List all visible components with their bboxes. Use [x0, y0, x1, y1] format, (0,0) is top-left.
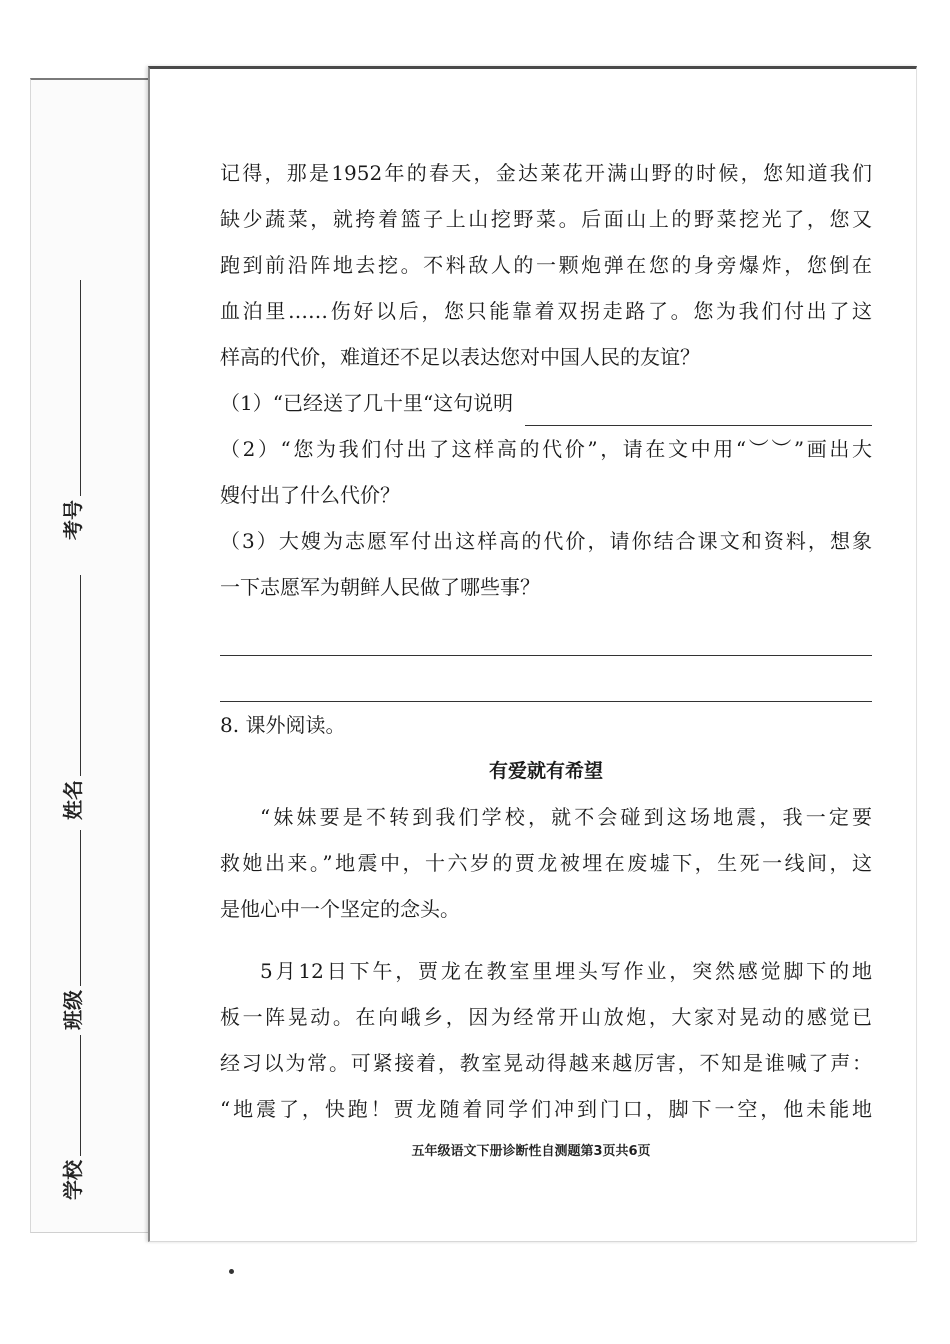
article-line: 板一阵晃动。在向峨乡，因为经常开山放炮，大家对晃动的感觉已 [220, 1005, 872, 1029]
question-3-line: 一下志愿军为朝鲜人民做了哪些事？ [220, 575, 540, 599]
scan-speck [229, 1269, 234, 1274]
class-line [62, 830, 81, 986]
question-1 [220, 380, 872, 426]
article-line: “地震了，快跑！贾龙随着同学们冲到门口，脚下一空，他未能地 [220, 1097, 872, 1121]
page-content [220, 150, 872, 1132]
passage-line: 记得，那是1952年的春天，金达莱花开满山野的时候，您知道我们 [220, 161, 872, 185]
exam-number-field [59, 280, 83, 540]
name-field [59, 575, 83, 820]
article-line: 是他心中一个坚定的念头。 [220, 897, 460, 921]
question-1-text: （1）“已经送了几十里“这句说明 [220, 391, 514, 415]
school-label: 学校 [60, 1160, 85, 1200]
article-title: 有爱就有希望 [488, 760, 603, 782]
question-2-line: 嫂付出了什么代价？ [220, 483, 400, 507]
class-label: 班级 [60, 990, 85, 1030]
question-2-line: （2）“您为我们付出了这样高的代价”，请在文中用“︶︶”画出大 [220, 437, 872, 461]
name-label: 姓名 [60, 780, 85, 820]
passage-line: 缺少蔬菜，就挎着篮子上山挖野菜。后面山上的野菜挖光了，您又 [220, 207, 872, 231]
class-field [59, 830, 83, 1030]
question-3-line: （3）大嫂为志愿军付出这样高的代价，请你结合课文和资料，想象 [220, 529, 872, 553]
passage-line: 跑到前沿阵地去挖。不料敌人的一颗炮弹在您的身旁爆炸，您倒在 [220, 253, 872, 277]
passage-line: 样高的代价，难道还不足以表达您对中国人民的友谊？ [220, 345, 700, 369]
article-line: 5月12日下午，贾龙在教室里埋头写作业，突然感觉脚下的地 [260, 959, 872, 983]
page-footer: 五年级语文下册诊断性自测题第3页共6页 [411, 1144, 651, 1159]
question-3-answer-line[interactable] [220, 656, 872, 702]
article-line: “妹妹要是不转到我们学校，就不会碰到这场地震，我一定要 [260, 805, 872, 829]
school-field [59, 1035, 83, 1200]
exam-number-line [62, 280, 81, 496]
exam-number-label: 考号 [60, 500, 85, 540]
question-1-answer-blank[interactable] [525, 395, 872, 426]
article-line: 经习以为常。可紧接着，教室晃动得越来越厉害，不知是谁喊了声： [220, 1051, 872, 1075]
question-3-answer-line[interactable] [220, 610, 872, 656]
article-line: 救她出来。”地震中，十六岁的贾龙被埋在废墟下，生死一线间，这 [220, 851, 872, 875]
passage-line: 血泊里……伤好以后，您只能靠着双拐走路了。您为我们付出了这 [220, 299, 872, 323]
section-heading: 8. 课外阅读。 [220, 713, 346, 737]
name-line [62, 575, 81, 776]
school-line [62, 1035, 81, 1156]
